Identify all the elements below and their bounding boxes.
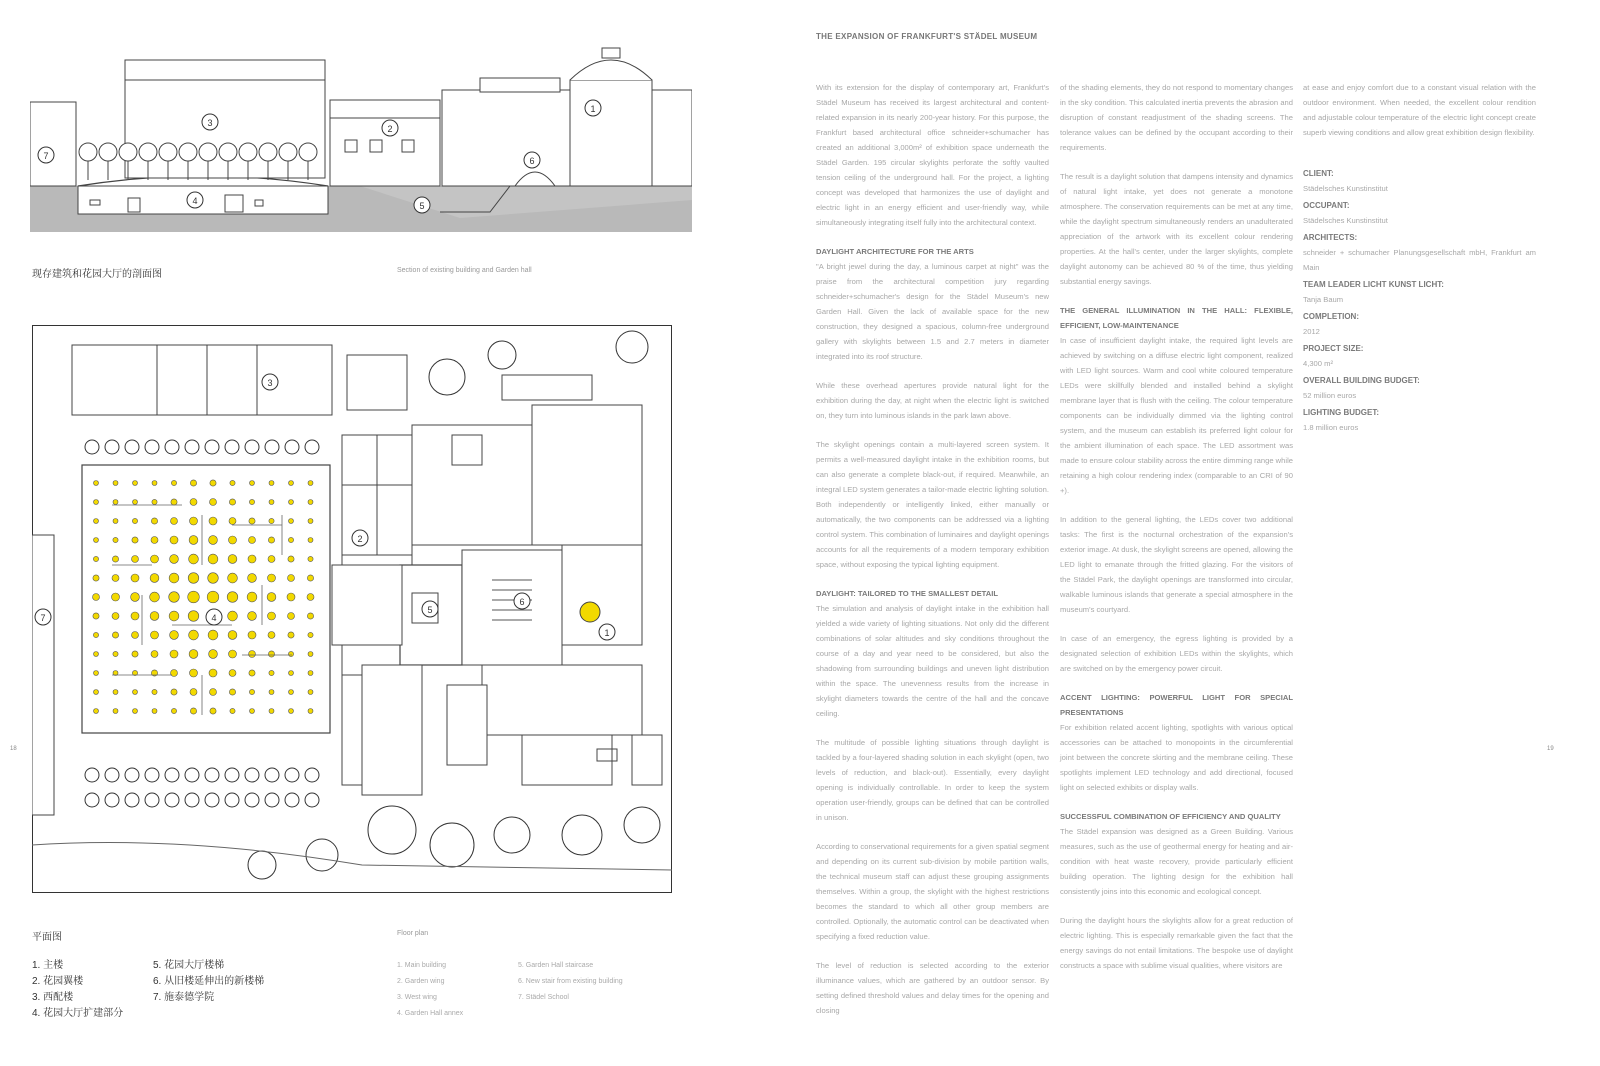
tree-icon: [219, 143, 237, 161]
skylight: [248, 612, 257, 621]
skylight: [150, 574, 159, 583]
skylight: [208, 554, 218, 564]
plan-label-3: [262, 374, 278, 390]
svg-text:5: 5: [427, 605, 433, 615]
body-paragraph: The Städel expansion was designed as a Green Building. Various measures, such as the use of geothermal energy for heating and air-condition with heat waste recovery, provide particularly efficient building operation. The lighting design for the exhibition hall consistently joins into this economic and ecological concept.: [1060, 827, 1293, 896]
skylight: [189, 650, 198, 659]
skylight: [308, 538, 313, 543]
skylight: [190, 499, 197, 506]
skylight: [268, 556, 275, 563]
skylight: [150, 612, 159, 621]
skylight: [93, 632, 98, 637]
tree-icon: [159, 143, 177, 161]
tree-icon: [125, 793, 139, 807]
tree-icon: [239, 143, 257, 161]
skylight: [171, 480, 176, 485]
tree-icon: [245, 793, 259, 807]
svg-text:6: 6: [529, 156, 535, 166]
skylight: [132, 556, 139, 563]
tree-icon: [225, 793, 239, 807]
credits-list: [1303, 166, 1536, 435]
skylight: [229, 650, 237, 658]
skylight: [308, 519, 313, 524]
page-number-left: 18: [10, 746, 17, 752]
skylight: [307, 575, 313, 581]
plan-label-6: [514, 593, 530, 609]
tree-icon: [299, 143, 317, 161]
skylight: [289, 481, 294, 486]
skylight: [170, 650, 178, 658]
skylight: [209, 650, 218, 659]
skylight: [189, 630, 199, 640]
skylight: [132, 518, 137, 523]
skylight: [307, 594, 314, 601]
skylight: [248, 574, 257, 583]
skylight: [189, 554, 199, 564]
tree-icon: [85, 440, 99, 454]
skylight: [208, 630, 218, 640]
skylight: [93, 613, 99, 619]
skylight: [308, 481, 313, 486]
text-column-2: [1060, 80, 1293, 987]
legend-cn-col1: [32, 958, 152, 1022]
svg-text:6: 6: [519, 597, 525, 607]
skylight: [228, 573, 238, 583]
skylight: [94, 481, 99, 486]
body-paragraph: In case of insufficient daylight intake, the required light levels are achieved by switching on a diffuse electric light component, realized with LED light sources. Warm and cool white coloured temperature LEDs were skillfully blended and installed behind a skylight membrane layer that is flush with the ceiling. The colour temperature components can be individually dimmed via the lighting control system, and the museum can establish its preferred light colour for the ambient illumination of each space. The LED assortment was made to ensure colour stability across the entire dimming range while retaining a high colour rendering index (comparable to an CRI of 90 +).: [1060, 336, 1293, 495]
legend-item: 5. 花园大厅楼梯: [153, 960, 225, 971]
credit-value: Städelsches Kunstinstitut: [1303, 184, 1388, 193]
tree-icon: [285, 768, 299, 782]
skylight: [151, 518, 157, 524]
svg-text:3: 3: [267, 378, 273, 388]
skylight: [268, 632, 275, 639]
tree-icon: [145, 768, 159, 782]
skylight: [249, 537, 256, 544]
legend-cn-col2: [153, 958, 303, 1006]
tree-icon: [125, 768, 139, 782]
credit-label: COMPLETION:: [1303, 312, 1359, 321]
credit-label: OVERALL BUILDING BUDGET:: [1303, 376, 1420, 385]
tree-icon: [205, 768, 219, 782]
skylight: [171, 499, 177, 505]
tree-icon: [85, 793, 99, 807]
skylight: [132, 632, 139, 639]
credit-label: CLIENT:: [1303, 169, 1334, 178]
skylight: [171, 518, 178, 525]
skylight: [229, 536, 237, 544]
section-heading: DAYLIGHT ARCHITECTURE FOR THE ARTS: [816, 247, 974, 256]
skylight: [289, 519, 294, 524]
skylight: [228, 555, 237, 564]
skylight: [169, 573, 179, 583]
body-paragraph: The simulation and analysis of daylight intake in the exhibition hall yielded a wide variety of lighting situations. Not only did the different combinations of solar altitudes and sky conditions throughout the course of a day and year need to be considered, but also the shadowing from surrounding buildings and uneven light distribution within the space. The unevenness results from the increase in skylight diameters towards the centre of the hall and the concave ceiling.: [816, 604, 1049, 718]
skylight: [132, 651, 138, 657]
skylight: [112, 613, 119, 620]
credit-label: ARCHITECTS:: [1303, 233, 1358, 242]
skylight: [289, 500, 294, 505]
skylight: [190, 708, 196, 714]
skylight: [113, 519, 118, 524]
section-label-7: [38, 147, 54, 163]
skylight: [94, 519, 99, 524]
body-paragraph: With its extension for the display of contemporary art, Frankfurt's Städel Museum has received its largest architectural and content-related expansion in its nearly 200-year history. For this purpose, the Frankfurt based architectural office schneider+schumacher has created an additional 3,000m² of exhibition space underneath the Städel Garden. 195 circular skylights perforate the softly vaulted tension ceiling of the underground hall. For the project, a lighting concept was developed that harmonizes the use of daylight and electric light in an energy efficient and user-friendly way, while simultaneously integrating itself fully into the architectural context.: [816, 83, 1049, 227]
skylight: [288, 632, 294, 638]
body-paragraph: The level of reduction is selected according to the exterior illuminance values, which are gathered by an outdoor sensor. By setting defined threshold values and delay times for the opening and closing: [816, 961, 1049, 1015]
skylight: [188, 591, 200, 603]
svg-text:7: 7: [40, 613, 46, 623]
section-caption-en: Section of existing building and Garden hall: [397, 267, 532, 274]
skylight: [247, 592, 257, 602]
body-paragraph: According to conservational requirements for a given spatial segment and depending on its current sub-division by mobile partition walls, the technical museum staff can adjust these grouping assignments themselves. Within a group, the skylight with the highest restrictions becomes the standard to which all other group members are controlled. Optionally, the automatic control can be deactivated when specifying a fixed reduction value.: [816, 842, 1049, 941]
skylight: [210, 480, 216, 486]
legend-item: 5. Garden Hall staircase: [518, 962, 594, 969]
skylight: [190, 480, 196, 486]
svg-text:1: 1: [604, 628, 610, 638]
plan-label-2: [352, 530, 368, 546]
tree-icon: [245, 440, 259, 454]
skylight: [308, 632, 313, 637]
skylight: [133, 690, 138, 695]
skylight: [249, 499, 254, 504]
skylight: [151, 555, 159, 563]
skylight: [188, 573, 199, 584]
skylight: [208, 573, 219, 584]
skylight: [250, 709, 255, 714]
tree-icon: [145, 793, 159, 807]
tree-icon: [105, 768, 119, 782]
plan-caption-cn: 平面图: [32, 932, 62, 943]
svg-text:5: 5: [419, 201, 425, 211]
skylight: [94, 652, 99, 657]
svg-text:3: 3: [207, 118, 213, 128]
skylight: [249, 689, 254, 694]
skylight: [94, 690, 99, 695]
plan-label-5: [422, 601, 438, 617]
tree-icon: [225, 768, 239, 782]
skylight: [288, 556, 294, 562]
skylight: [113, 537, 118, 542]
skylight: [268, 612, 276, 620]
skylight: [171, 689, 177, 695]
section-label-6: [524, 152, 540, 168]
skylight: [269, 709, 274, 714]
tree-icon: [165, 793, 179, 807]
tree-icon: [259, 143, 277, 161]
svg-text:4: 4: [192, 196, 198, 206]
skylight: [151, 651, 158, 658]
body-paragraph: of the shading elements, they do not respond to momentary changes in the sky condition. This calculated inertia prevents the abrasion and disruption of constant readjustment of the shading screens. The tolerance values can be defined by the occupant according to their requirements.: [1060, 83, 1293, 152]
floor-plan-drawing: [32, 325, 672, 893]
section-drawing: [30, 40, 692, 232]
skylight: [133, 709, 138, 714]
legend-item: 3. West wing: [397, 994, 437, 1001]
skylight: [170, 555, 179, 564]
credit-label: LIGHTING BUDGET:: [1303, 408, 1379, 417]
legend-item: 6. New stair from existing building: [518, 978, 623, 985]
plan-label-7: [35, 609, 51, 625]
tree-icon: [79, 143, 97, 161]
skylight: [308, 690, 313, 695]
tree-icon: [225, 440, 239, 454]
legend-en-col2: [518, 958, 668, 1006]
tree-icon: [125, 440, 139, 454]
text-column-1: [816, 80, 1049, 1032]
legend-item: 7. Städel School: [518, 994, 569, 1001]
legend-en-col1: [397, 958, 507, 1022]
skylight: [152, 481, 157, 486]
skylight: [288, 651, 293, 656]
skylight: [152, 689, 157, 694]
tree-icon: [99, 143, 117, 161]
skylight: [229, 689, 235, 695]
skylight: [229, 670, 236, 677]
plan-label-4: [206, 609, 222, 625]
tree-icon: [165, 768, 179, 782]
legend-item: 3. 西配楼: [32, 992, 74, 1003]
skylight: [112, 632, 118, 638]
skylight: [190, 517, 198, 525]
skylight: [269, 690, 274, 695]
skylight: [227, 592, 238, 603]
section-label-5: [414, 197, 430, 213]
section-heading: ACCENT LIGHTING: POWERFUL LIGHT FOR SPECIAL PRESENTATIONS: [1060, 693, 1293, 717]
skylight: [289, 690, 294, 695]
skylight: [132, 537, 138, 543]
credit-value: 4,300 m²: [1303, 359, 1333, 368]
tree-icon: [305, 768, 319, 782]
page-number-right: 19: [1547, 746, 1554, 752]
body-paragraph: During the daylight hours the skylights allow for a great reduction of electric lighting. This is especially remarkable given the fact that the energy savings do not entail limitations. The bespoke use of daylight constructs a space with sublime visual qualities, where visitors are: [1060, 916, 1293, 970]
skylight: [228, 631, 237, 640]
skylight: [268, 537, 274, 543]
skylight: [151, 631, 159, 639]
skylight: [287, 593, 295, 601]
skylight: [269, 670, 274, 675]
skylight: [209, 669, 217, 677]
body-paragraph: The multitude of possible lighting situations through daylight is tackled by a four-layered shading solution in each skylight (open, two levels of reduction, and black-out). Essentially, every daylight opening is individually controllable. In order to keep the system operation user-friendly, groups can be defined that can be controlled in unison.: [816, 738, 1049, 822]
section-label-2: [382, 120, 398, 136]
skylight: [230, 480, 235, 485]
tree-icon: [185, 793, 199, 807]
skylight: [113, 481, 118, 486]
skylight: [152, 499, 157, 504]
svg-text:1: 1: [590, 104, 596, 114]
skylight: [152, 709, 157, 714]
legend-item: 7. 施泰德学院: [153, 992, 215, 1003]
skylight: [308, 652, 313, 657]
skylight: [308, 671, 313, 676]
skylight: [308, 500, 313, 505]
tree-icon: [265, 793, 279, 807]
svg-text:4: 4: [211, 613, 217, 623]
skylight: [248, 555, 256, 563]
tree-icon: [185, 440, 199, 454]
skylight: [94, 538, 99, 543]
tree-icon: [105, 440, 119, 454]
skylight: [267, 593, 276, 602]
body-paragraph: In addition to the general lighting, the LEDs cover two additional tasks: The first is the nocturnal orchestration of the expansion's exterior image. At dusk, the skylight screens are opened, allowing the LED light to emanate through the fritted glazing. For the visitors of the Städel Park, the daylight openings are transformed into circular, walkable luminous islands that generate a special atmosphere in the museum's courtyard.: [1060, 515, 1294, 614]
skylight: [209, 517, 217, 525]
body-paragraph: In case of an emergency, the egress lighting is provided by a designated selection of exhibition LEDs within the skylights, which are switched on by the emergency power circuit.: [1060, 634, 1293, 673]
legend-item: 1. Main building: [397, 962, 447, 969]
credit-label: OCCUPANT:: [1303, 201, 1350, 210]
skylight: [150, 592, 160, 602]
skylight: [131, 574, 139, 582]
tree-icon: [165, 440, 179, 454]
tree-icon: [179, 143, 197, 161]
skylight: [269, 481, 274, 486]
legend-item: 4. Garden Hall annex: [397, 1010, 464, 1017]
tree-icon: [205, 793, 219, 807]
skylight: [248, 631, 256, 639]
skylight: [288, 575, 295, 582]
skylight: [171, 708, 176, 713]
skylight: [268, 651, 274, 657]
svg-text:2: 2: [387, 124, 393, 134]
skylight: [268, 574, 276, 582]
tree-icon: [305, 440, 319, 454]
skylight: [113, 500, 118, 505]
skylight: [250, 481, 255, 486]
tree-icon: [285, 440, 299, 454]
skylight: [133, 481, 138, 486]
skylight: [131, 612, 139, 620]
tree-icon: [265, 440, 279, 454]
tree-icon: [185, 768, 199, 782]
skylight: [308, 556, 313, 561]
skylight: [269, 518, 274, 523]
skylight: [133, 500, 138, 505]
skylight: [113, 690, 118, 695]
tree-icon: [279, 143, 297, 161]
skylight: [113, 709, 118, 714]
skylight: [288, 613, 295, 620]
skylight: [112, 556, 118, 562]
svg-text:7: 7: [43, 151, 49, 161]
skylight: [131, 593, 140, 602]
skylight: [190, 689, 197, 696]
skylight: [289, 709, 294, 714]
skylight: [228, 611, 238, 621]
credit-label: PROJECT SIZE:: [1303, 344, 1364, 353]
skylight: [308, 709, 313, 714]
skylight: [113, 651, 118, 656]
skylight: [210, 689, 217, 696]
skylight: [112, 593, 120, 601]
skylight: [169, 611, 179, 621]
skylight: [93, 594, 100, 601]
skylight: [230, 708, 235, 713]
skylight: [210, 499, 217, 506]
skylight: [171, 670, 178, 677]
legend-item: 6. 从旧楼延伸出的新楼梯: [153, 976, 265, 987]
plan-label-1: [599, 624, 615, 640]
tree-icon: [245, 768, 259, 782]
skylight: [188, 611, 199, 622]
body-paragraph: The skylight openings contain a multi-layered screen system. It permits a well-measured daylight intake in the exhibition rooms, but can also generate a complete black-out, if required. Meanwhile, an integral LED system generates a tailor-made electric lighting solution. Both independently or intelligently linked, either manually or automatically, the two components can be addressed via a lighting control system. This combination of luminaires and daylight openings accounts for all the requirements of a modern temporary exhibition space, without exposing the typical lighting equipment.: [816, 440, 1049, 569]
skylight: [93, 556, 98, 561]
skylight: [207, 591, 219, 603]
skylight: [93, 575, 99, 581]
credit-value: Städelsches Kunstinstitut: [1303, 216, 1388, 225]
skylight: [189, 536, 198, 545]
credit-value: 1.8 million euros: [1303, 423, 1359, 432]
tree-icon: [285, 793, 299, 807]
section-heading: THE GENERAL ILLUMINATION IN THE HALL: FLEXIBLE, EFFICIENT, LOW-MAINTENANCE: [1060, 306, 1293, 330]
running-title: THE EXPANSION OF FRANKFURT'S STÄDEL MUSEUM: [816, 32, 1038, 41]
credit-value: 2012: [1303, 327, 1320, 336]
skylight: [249, 670, 255, 676]
tree-icon: [139, 143, 157, 161]
skylight: [94, 709, 99, 714]
tree-icon: [105, 793, 119, 807]
section-label-4: [187, 192, 203, 208]
skylight: [94, 500, 99, 505]
body-paragraph: The result is a daylight solution that dampens intensity and dynamics of natural light intake, yet does not generate a monotone atmosphere. The conservation requirements can be met at any time, while the daylight spectrum simultaneously renders an unadulterated appreciation of the artwork with its excellent colour rendering properties. At the hall's center, under the larger skylights, complete daylight autonomy can be achieved 80 % of the time, thus yielding substantial energy savings.: [1060, 172, 1293, 286]
skylight: [112, 575, 119, 582]
skylight: [269, 500, 274, 505]
column-3-intro: at ease and enjoy comfort due to a constant visual relation with the outdoor environment. When needed, the excellent colour rendition and adjustable colour temperature of the electric light concept create superb viewing conditions and allow great exhibition design flexibility.: [1303, 83, 1536, 137]
skylight: [169, 592, 180, 603]
skylight: [190, 669, 198, 677]
skylight: [307, 613, 313, 619]
legend-item: 4. 花园大厅扩建部分: [32, 1008, 124, 1019]
tree-icon: [265, 768, 279, 782]
svg-text:2: 2: [357, 534, 363, 544]
legend-item: 2. 花园翼楼: [32, 976, 84, 987]
tree-icon: [305, 793, 319, 807]
tree-icon: [119, 143, 137, 161]
body-paragraph: While these overhead apertures provide natural light for the exhibition during the day, at night when the electric light is switched on, they turn into luminous islands in the park lawn above.: [816, 381, 1049, 420]
skylight: [229, 518, 236, 525]
plan-caption-en: Floor plan: [397, 930, 429, 937]
tree-icon: [205, 440, 219, 454]
tree-icon: [145, 440, 159, 454]
section-label-3: [202, 114, 218, 130]
skylight: [289, 671, 294, 676]
section-heading: DAYLIGHT: TAILORED TO THE SMALLEST DETAIL: [816, 589, 998, 598]
skylight: [151, 537, 158, 544]
tree-icon: [199, 143, 217, 161]
body-paragraph: "A bright jewel during the day, a luminous carpet at night" was the praise from the architectural competition jury regarding schneider+schumacher's design for the Städel Museum's new Garden Hall. Given the lack of available space for the new construction, they designed a spacious, column-free underground gallery with skylights between 1.5 and 2.7 meters in diameter integrated into its roof structure.: [816, 262, 1049, 361]
skylight: [229, 499, 235, 505]
credit-value: 52 million euros: [1303, 391, 1357, 400]
credit-value: Tanja Baum: [1303, 295, 1344, 304]
body-paragraph: For exhibition related accent lighting, spotlights with various optical accessories can be attached to monopoints in the circumferential joint between the concrete skirting and the membrane ceiling. These spotlights implement LED technology and add directional, focused light on selected exhibits or display walls.: [1060, 723, 1293, 792]
section-caption-cn: 现存建筑和花园大厅的剖面图: [32, 269, 162, 280]
skylight: [170, 536, 178, 544]
credit-label: TEAM LEADER LICHT KUNST LICHT:: [1303, 280, 1444, 289]
skylight: [94, 671, 99, 676]
legend-item: 2. Garden wing: [397, 978, 445, 985]
skylight: [210, 708, 216, 714]
section-label-1: [585, 100, 601, 116]
credit-value: schneider + schumacher Planungsgesellschaft mbH, Frankfurt am Main: [1303, 248, 1536, 272]
skylight: [249, 651, 256, 658]
text-column-3: [1303, 80, 1536, 437]
tree-icon: [85, 768, 99, 782]
legend-item: 1. 主楼: [32, 960, 64, 971]
skylight: [288, 537, 293, 542]
skylight: [209, 536, 218, 545]
skylight: [249, 518, 255, 524]
skylight: [170, 631, 179, 640]
section-heading: SUCCESSFUL COMBINATION OF EFFICIENCY AND QUALITY: [1060, 812, 1281, 821]
